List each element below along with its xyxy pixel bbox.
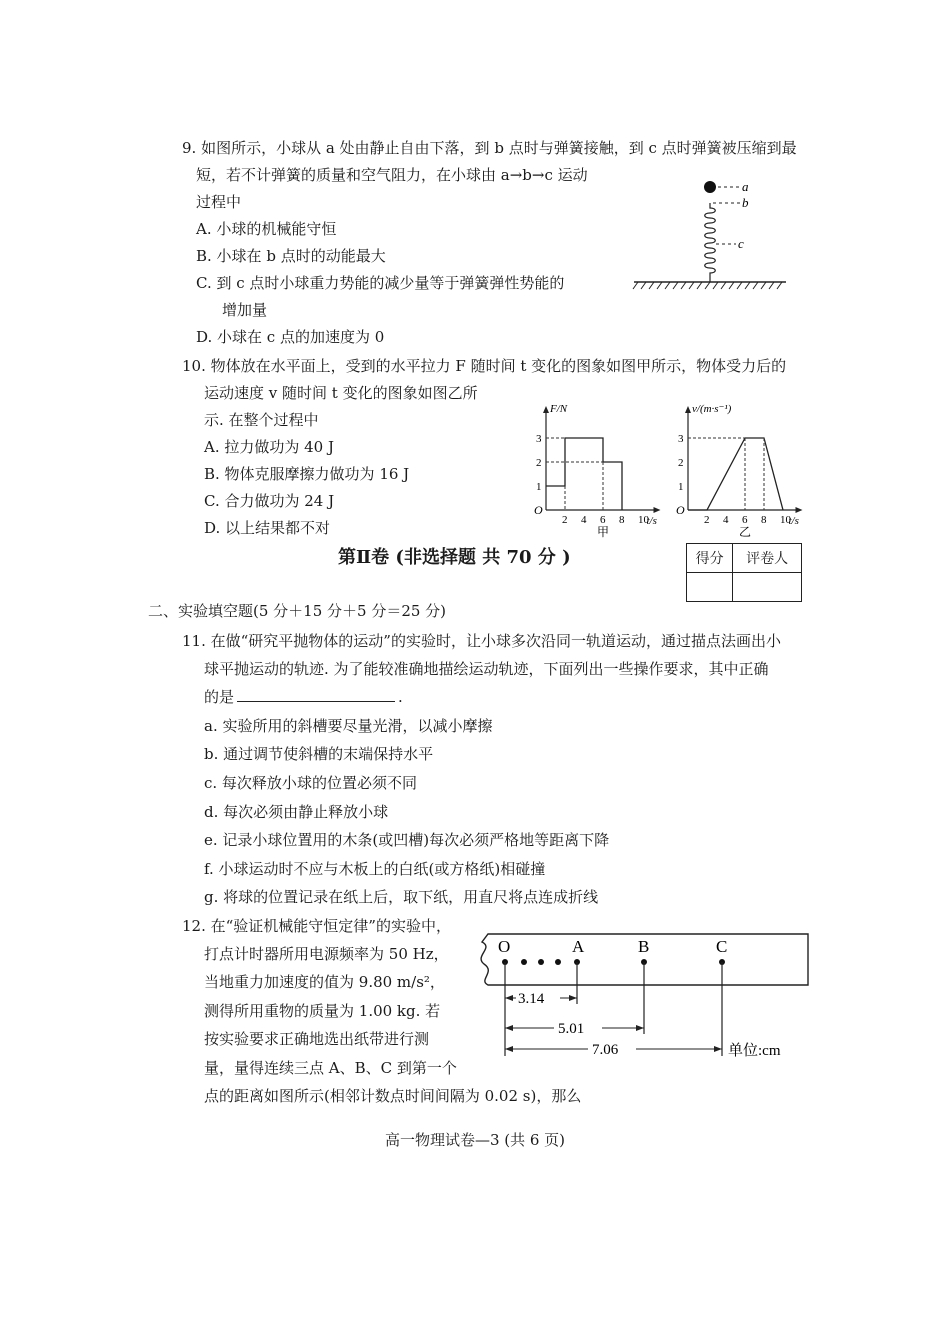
series-line	[688, 438, 783, 510]
tape-label-c: C	[716, 937, 728, 956]
y-axis-arrow	[685, 406, 691, 413]
y-tick-label: 3	[536, 433, 542, 445]
q10-line2: 运动速度 v 随时间 t 变化的图象如图乙所	[204, 384, 478, 402]
dot-3	[538, 959, 544, 965]
distance-oa: 3.14	[518, 991, 545, 1007]
q12-line4: 测得所用重物的质量为 1.00 kg. 若	[204, 1002, 441, 1020]
x-tick-label: 10	[638, 514, 649, 526]
dot-4	[555, 959, 561, 965]
q10-option-d: D. 以上结果都不对	[204, 519, 331, 537]
q12-line6: 量，量得连续三点 A、B、C 到第一个	[204, 1059, 457, 1077]
x-tick-label: 6	[600, 514, 606, 526]
y-tick-label: 3	[678, 433, 684, 445]
y-tick-label: 2	[536, 457, 542, 469]
label-b: b	[742, 195, 749, 210]
ball-a	[704, 181, 716, 193]
tape-label-a: A	[572, 937, 585, 956]
score-label: 得分	[687, 544, 733, 573]
series-line	[546, 438, 622, 510]
origin-label: O	[534, 503, 543, 517]
x-axis-arrow	[796, 507, 803, 513]
spring	[705, 203, 716, 282]
grader-label: 评卷人	[733, 544, 802, 573]
grader-cell	[733, 573, 802, 602]
spring-figure	[630, 178, 790, 296]
part2-title: 第Ⅱ卷 (非选择题 共 70 分 )	[338, 547, 571, 568]
y-axis-label: F/N	[550, 403, 568, 415]
q12-line1: 12. 在“验证机械能守恒定律”的实验中，	[182, 917, 451, 935]
q11-line2: 球平抛运动的轨迹. 为了能较准确地描绘运动轨迹，下面列出一些操作要求，其中正确	[204, 660, 769, 678]
force-time-chart	[528, 398, 668, 538]
origin-label: O	[676, 503, 685, 517]
q9-option-b: B. 小球在 b 点时的动能最大	[196, 247, 386, 265]
q11-option-a: a. 实验所用的斜槽要尽量光滑，以减小摩擦	[204, 717, 493, 735]
q9-option-a: A. 小球的机械能守恒	[196, 220, 337, 238]
q9-line3: 过程中	[196, 193, 242, 211]
chart-title: 乙	[739, 525, 752, 538]
score-table	[686, 543, 802, 602]
q12-line5: 按实验要求正确地选出纸带进行测	[204, 1030, 430, 1048]
q10-option-c: C. 合力做功为 24 J	[204, 492, 335, 510]
x-tick-label: 2	[562, 514, 568, 526]
y-tick-label: 2	[678, 457, 684, 469]
q9-line1: 9. 如图所示，小球从 a 处由静止自由下落，到 b 点时与弹簧接触，到 c 点时弹簧被压缩到最	[182, 139, 797, 157]
q10-line1: 10. 物体放在水平面上，受到的水平拉力 F 随时间 t 变化的图象如图甲所示，物体受力后的	[182, 357, 787, 375]
tape-label-o: O	[498, 937, 511, 956]
q9-option-d: D. 小球在 c 点的加速度为 0	[196, 328, 385, 346]
x-tick-label: 4	[723, 514, 729, 526]
section-heading: 二、实验填空题(5 分＋15 分＋5 分＝25 分)	[148, 602, 447, 620]
q11-option-g: g. 将球的位置记录在纸上后，取下纸，用直尺将点连成折线	[204, 888, 599, 906]
y-tick-label: 1	[536, 481, 542, 493]
q11-line1: 11. 在做“研究平抛物体的运动”的实验时，让小球多次沿同一轨道运动，通过描点法画出小	[182, 632, 781, 650]
tape-label-b: B	[638, 937, 650, 956]
y-tick-label: 1	[678, 481, 684, 493]
q9-line2: 短，若不计弹簧的质量和空气阻力，在小球由 a→b→c 运动	[196, 166, 588, 184]
q11-option-d: d. 每次必须由静止释放小球	[204, 803, 389, 821]
velocity-time-chart	[670, 398, 810, 538]
q12-line2: 打点计时器所用电源频率为 50 Hz，	[204, 945, 449, 963]
q10-option-a: A. 拉力做功为 40 J	[204, 438, 335, 456]
q11-option-c: c. 每次释放小球的位置必须不同	[204, 774, 417, 792]
x-tick-label: 8	[761, 514, 767, 526]
q11-option-f: f. 小球运动时不应与木板上的白纸(或方格纸)相碰撞	[204, 860, 546, 878]
x-tick-label: 6	[742, 514, 748, 526]
unit-label: 单位:cm	[728, 1043, 781, 1059]
chart-title: 甲	[597, 525, 610, 538]
q11-option-b: b. 通过调节使斜槽的末端保持水平	[204, 745, 434, 763]
q10-line3: 示. 在整个过程中	[204, 411, 319, 429]
x-tick-label: 8	[619, 514, 625, 526]
q9-option-c-cont: 增加量	[222, 301, 268, 319]
distance-ob: 5.01	[558, 1021, 585, 1037]
x-tick-label: 4	[581, 514, 587, 526]
score-cell	[687, 573, 733, 602]
answer-blank[interactable]	[237, 687, 395, 702]
x-axis-label: t/s	[646, 515, 657, 527]
x-axis-arrow	[654, 507, 661, 513]
q11-line3: 的是 .	[204, 688, 403, 706]
x-tick-label: 2	[704, 514, 710, 526]
label-a: a	[742, 179, 749, 194]
y-axis-label: v/(m·s⁻¹)	[692, 403, 732, 415]
q11-option-e: e. 记录小球位置用的木条(或凹槽)每次必须严格地等距离下降	[204, 831, 610, 849]
distance-oc: 7.06	[592, 1042, 619, 1058]
y-axis-arrow	[543, 406, 549, 413]
x-axis-label: t/s	[788, 515, 799, 527]
page-footer: 高一物理试卷—3 (共 6 页)	[384, 1131, 566, 1149]
label-c: c	[738, 236, 744, 251]
x-tick-label: 10	[780, 514, 791, 526]
paper-tape-figure	[470, 928, 816, 1063]
dot-2	[521, 959, 527, 965]
q12-line7: 点的距离如图所示(相邻计数点时间间隔为 0.02 s)，那么	[204, 1087, 582, 1105]
q9-option-c: C. 到 c 点时小球重力势能的减少量等于弹簧弹性势能的	[196, 274, 565, 292]
q12-line3: 当地重力加速度的值为 9.80 m/s²，	[204, 973, 445, 991]
q10-option-b: B. 物体克服摩擦力做功为 16 J	[204, 465, 410, 483]
